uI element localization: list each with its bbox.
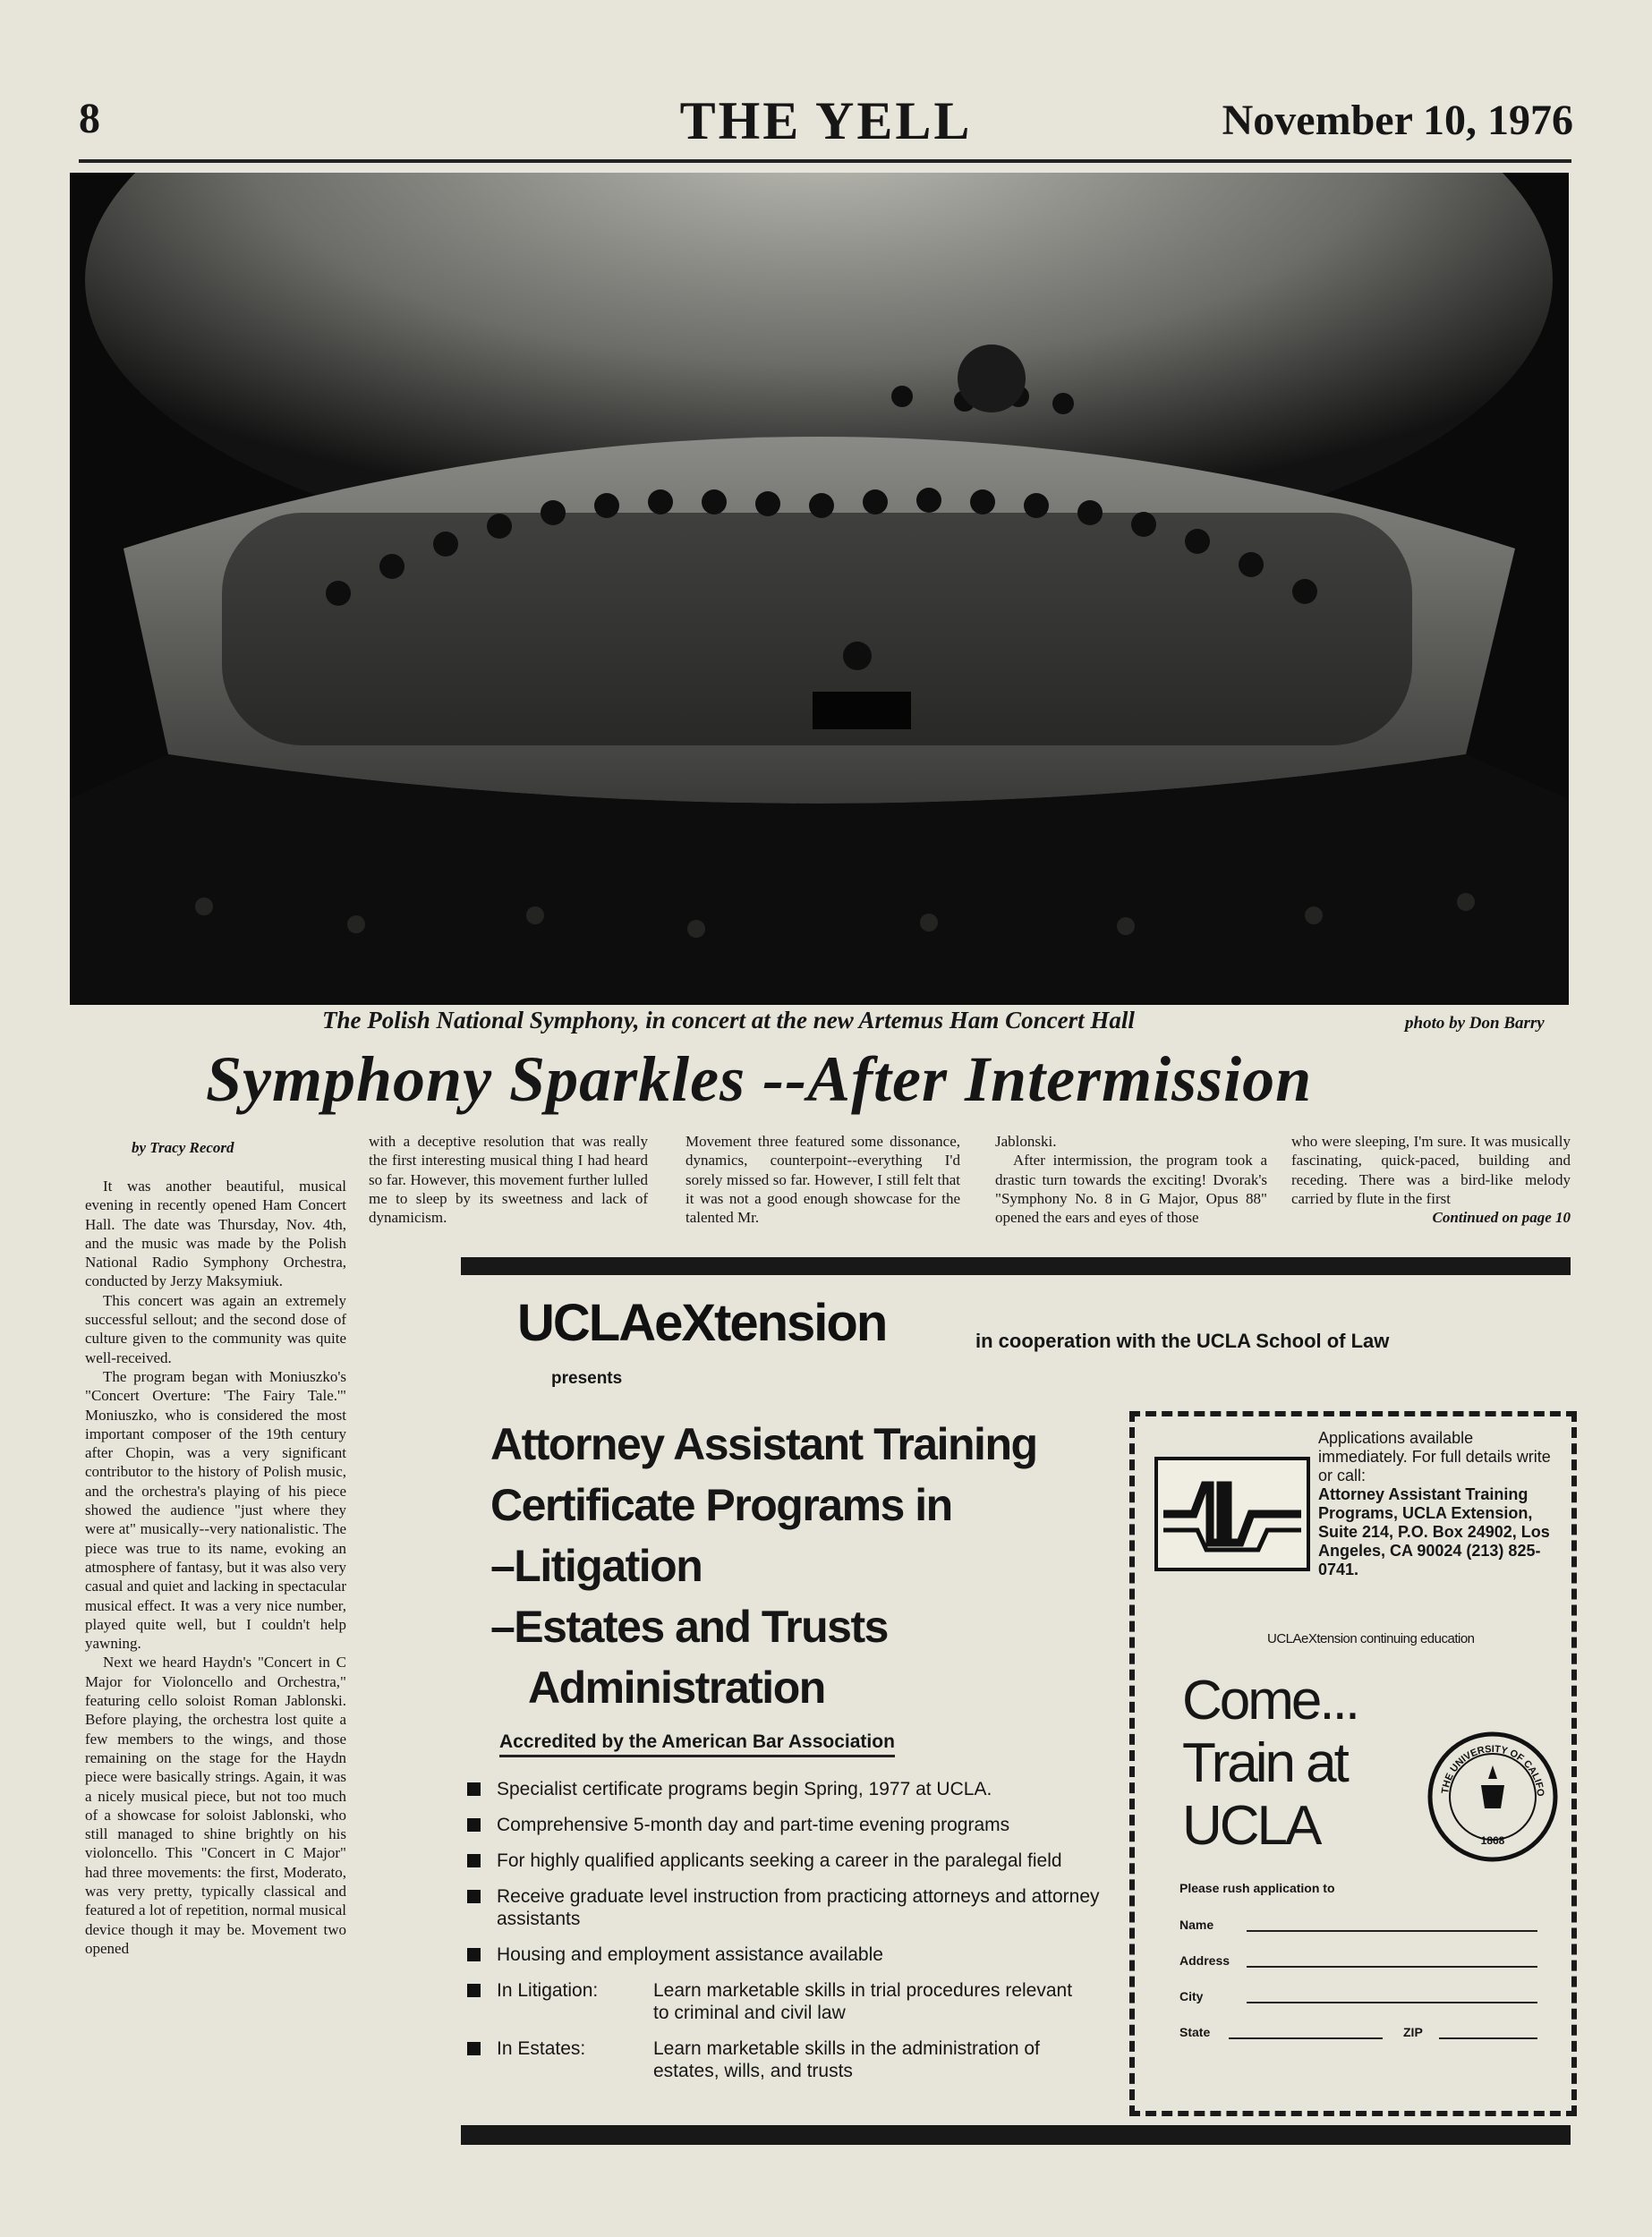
seal-text: THE UNIVERSITY OF CALIFO: [1440, 1743, 1546, 1798]
issue-date: November 10, 1976: [1222, 97, 1573, 144]
detail-label: In Estates:: [497, 2038, 586, 2059]
city-field[interactable]: [1247, 2002, 1537, 2003]
ad-bullet-list: [467, 1778, 1111, 2096]
ad-presents: presents: [551, 1369, 623, 1388]
article-column-2: [369, 1132, 648, 1227]
list-item: Housing and employment assistance available: [467, 1944, 1111, 1966]
list-item: Comprehensive 5-month day and part-time evening programs: [467, 1814, 1111, 1836]
article-paragraph: The program began with Moniuszko's "Concert Overture: 'The Fairy Tale.'" Moniuszko, who is considered the most important composer of the 19th century after Chopin, was a very significant contributor to the history of Polish music, and the orchestra's playing of his piece showed the audience "just where they were at" musically--very nationalistic. The piece was true to its name, evoking an atmosphere of fantasy, but it was also very casual and quiet and lacking in spectacular musical effect. It was a very nice number, played quite well, but I couldn't help yawning.: [85, 1367, 346, 1653]
slogan-line: Come...: [1182, 1670, 1358, 1731]
detail-text: Learn marketable skills in the administration of estates, wills, and trusts: [653, 2038, 1040, 2081]
application-info: [1318, 1429, 1560, 1579]
article-paragraph: Jablonski.: [995, 1133, 1057, 1150]
ad-slogan: [1182, 1670, 1358, 1858]
article-column-3: [685, 1132, 960, 1227]
name-field-label: Name: [1179, 1918, 1214, 1932]
masthead-rule: [79, 159, 1571, 163]
article-paragraph: This concert was again an extremely successful sellout; and the second dose of culture given to the community was quite well-received.: [85, 1291, 346, 1366]
article-paragraph: It was another beautiful, musical evening in recently opened Ham Concert Hall. The date was Thursday, Nov. 4th, and the music was made by the Polish National Radio Symphony Orchestra, conducted by Jerzy Maksymiuk.: [85, 1178, 346, 1290]
program-line: Certificate Programs in: [490, 1480, 952, 1530]
ad-bottom-bar: [461, 2125, 1571, 2145]
application-intro: Applications available immediately. For full details write or call:: [1318, 1429, 1551, 1484]
article-column-4: [995, 1132, 1267, 1227]
state-field[interactable]: [1229, 2037, 1383, 2039]
ad-top-bar: [461, 1257, 1571, 1275]
article-paragraph: Movement three featured some dissonance, dynamics, counterpoint--everything I'd sorely missed so far. However, I still felt that it was not a good enough showcase for the talented Mr.: [685, 1133, 960, 1227]
ad-cooperation: in cooperation with the UCLA School of Law: [975, 1330, 1390, 1352]
address-field-label: Address: [1179, 1953, 1230, 1968]
ad-accreditation: Accredited by the American Bar Association: [499, 1731, 895, 1757]
detail-label: In Litigation:: [497, 1980, 599, 2001]
seal-year: 1868: [1480, 1834, 1505, 1847]
masthead: [79, 85, 1573, 166]
program-line: –Litigation: [490, 1541, 703, 1591]
article-paragraph: Next we heard Haydn's "Concert in C Major for Violoncello and Orchestra," featuring cello soloist Roman Jablonski. Before playing, the orchestra lost quite a few members to the wings, and those remaining on the stage for the Haydn piece were basically strings. Again, it was a nicely musical piece, but not too much of a showcase for soloist Jablonski, who still managed to shine brightly on his violoncello. This "Concert in C Major" had three movements: the first, Moderato, was very pretty, typically classical and featured a lot of repetition, normal musical device though it may be. Movement two opened: [85, 1654, 346, 1957]
list-item: Specialist certificate programs begin Spring, 1977 at UCLA.: [467, 1778, 1111, 1800]
university-seal: [1426, 1730, 1560, 1864]
program-line: Attorney Assistant Training: [490, 1419, 1037, 1469]
article-paragraph: with a deceptive resolution that was really the first interesting musical thing I had heard so far. However, this movement further lulled me to sleep by its sweetness and lack of dynamicism.: [369, 1133, 648, 1227]
list-item: For highly qualified applicants seeking a career in the paralegal field: [467, 1850, 1111, 1872]
application-address: Attorney Assistant Training Programs, UCLA Extension, Suite 214, P.O. Box 24902, Los Angeles, CA 90024 (213) 825-0741.: [1318, 1485, 1550, 1578]
orchestra-photo-illustration: [70, 173, 1569, 1005]
city-field-label: City: [1179, 1989, 1204, 2003]
law-signature-logo: [1154, 1457, 1310, 1571]
continued-notice: Continued on page 10: [1432, 1209, 1571, 1227]
zip-field-label: ZIP: [1403, 2025, 1423, 2039]
address-field[interactable]: [1247, 1966, 1537, 1968]
slogan-line: UCLA: [1182, 1795, 1320, 1857]
ad-program-title: [490, 1414, 1037, 1718]
photo-credit: photo by Don Barry: [1405, 1014, 1545, 1033]
zip-field[interactable]: [1439, 2037, 1537, 2039]
program-line: –Estates and Trusts: [490, 1602, 888, 1652]
slogan-line: Train at: [1182, 1732, 1347, 1794]
page-number: 8: [79, 95, 100, 142]
list-item: [467, 2037, 1111, 2082]
list-item: Receive graduate level instruction from practicing attorneys and attorney assistants: [467, 1885, 1111, 1930]
university-seal-icon: [1426, 1730, 1560, 1864]
article-paragraph: who were sleeping, I'm sure. It was musically fascinating, quick-paced, building and receding. There was a bird-like melody carried by flute in the first: [1291, 1133, 1571, 1207]
newspaper-title: THE YELL: [679, 91, 973, 150]
orchestra-photo: [70, 173, 1569, 1005]
rush-application: Please rush application to: [1179, 1881, 1335, 1895]
state-field-label: State: [1179, 2025, 1211, 2039]
law-logo-icon: [1158, 1460, 1307, 1568]
application-coupon: [1129, 1411, 1577, 2116]
program-line: Administration: [528, 1663, 825, 1713]
list-item: [467, 1979, 1111, 2024]
photo-caption: The Polish National Symphony, in concert at the new Artemus Ham Concert Hall: [322, 1007, 1135, 1033]
article-headline: Symphony Sparkles --After Intermission: [206, 1043, 1313, 1115]
article-paragraph: After intermission, the program took a drastic turn towards the exciting! Dvorak's "Symphony No. 8 in G Major, Opus 88" opened the ears and eyes of those: [995, 1152, 1267, 1227]
detail-text: Learn marketable skills in trial procedures relevant to criminal and civil law: [653, 1980, 1073, 2023]
continuing-education: UCLAeXtension continuing education: [1267, 1631, 1475, 1646]
name-field[interactable]: [1247, 1930, 1537, 1932]
byline: by Tracy Record: [132, 1139, 234, 1156]
ucla-extension-logo: UCLAeXtension: [517, 1294, 887, 1352]
article-column-5: [1291, 1132, 1571, 1227]
article-column-1: [85, 1139, 346, 1958]
